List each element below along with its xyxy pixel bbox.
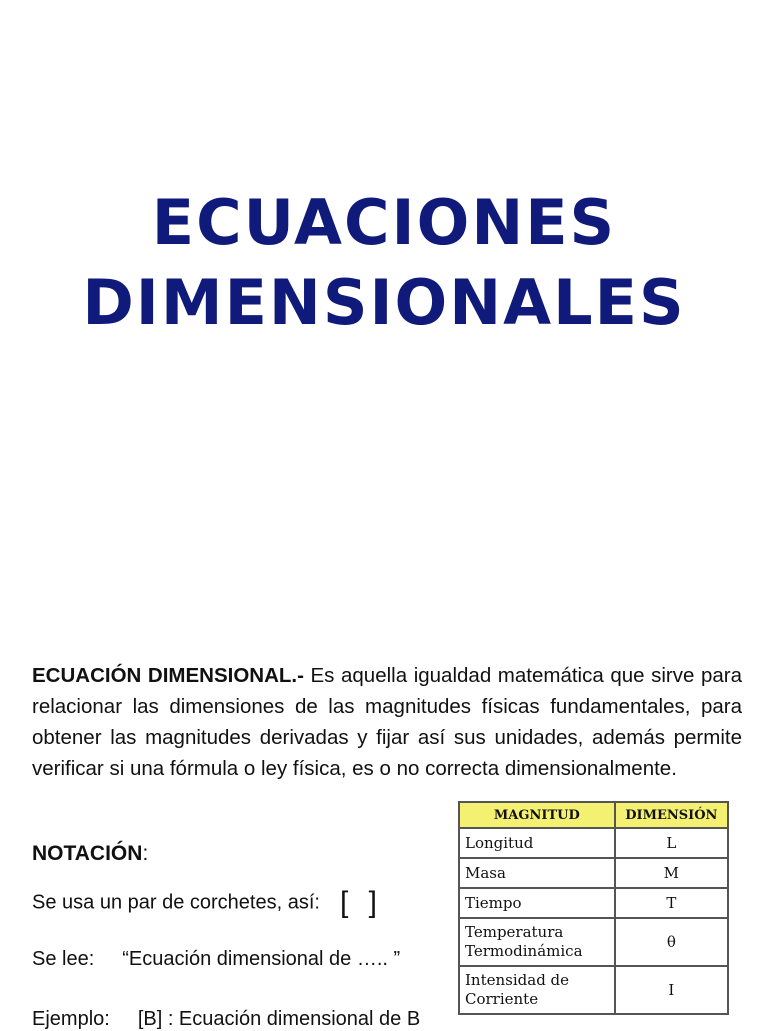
magnitude-cell: Temperatura Termodinámica xyxy=(459,918,615,966)
magnitude-cell: Intensidad de Corriente xyxy=(459,966,615,1014)
magnitude-cell: Longitud xyxy=(459,828,615,858)
notation-read-line xyxy=(32,948,400,971)
magnitude-cell: Masa xyxy=(459,858,615,888)
example-label: Ejemplo: xyxy=(32,1008,110,1030)
notation-usage-line xyxy=(32,886,383,920)
definition-text: Es aquella igualdad matemática que sirve para relacionar las dimensiones de las magnitudes físicas fundamentales, para obtener las magnitudes derivadas y fijar así sus unidades, además permite verificar si una fórmula o ley física, es o no correcta dimensionalmente. xyxy=(32,664,742,780)
table-row xyxy=(459,918,728,966)
example-value: [B] : Ecuación dimensional de B xyxy=(137,1008,421,1030)
header-magnitud: MAGNITUD xyxy=(459,802,615,828)
brackets-symbol: [ ] xyxy=(339,886,383,919)
dimension-cell: I xyxy=(615,966,728,1014)
dimensions-table xyxy=(458,801,729,1015)
notation-heading xyxy=(32,842,148,866)
notation-example-line xyxy=(32,1008,420,1031)
notation-colon: : xyxy=(142,842,149,865)
definition-term: ECUACIÓN DIMENSIONAL.- xyxy=(32,664,304,687)
read-value: “Ecuación dimensional de ….. ” xyxy=(122,948,401,970)
dimension-cell: L xyxy=(615,828,728,858)
magnitude-cell: Tiempo xyxy=(459,888,615,918)
definition-paragraph xyxy=(32,660,742,784)
table-row xyxy=(459,858,728,888)
title-line-1: ECUACIONES xyxy=(151,186,617,259)
notation-heading-text: NOTACIÓN xyxy=(32,842,143,865)
table-row xyxy=(459,888,728,918)
read-label: Se lee: xyxy=(32,948,95,970)
table-row xyxy=(459,966,728,1014)
title-line-2: DIMENSIONALES xyxy=(82,266,686,339)
table-header-row xyxy=(459,802,728,828)
table-row xyxy=(459,828,728,858)
dimension-cell: T xyxy=(615,888,728,918)
header-dimension: DIMENSIÓN xyxy=(615,802,728,828)
dimension-cell: θ xyxy=(615,918,728,966)
dimension-cell: M xyxy=(615,858,728,888)
notation-usage: Se usa un par de corchetes, así: xyxy=(32,891,320,914)
